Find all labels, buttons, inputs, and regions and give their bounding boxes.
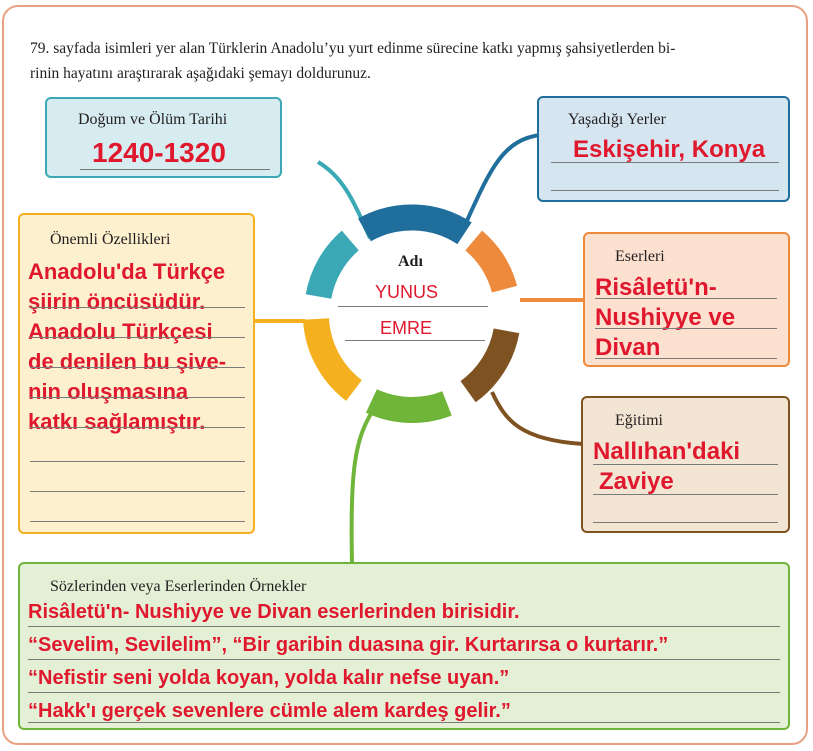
works-rule-1 <box>595 298 777 299</box>
places-rule-2 <box>551 190 779 191</box>
connector-education <box>492 392 583 444</box>
ring-segment-yellow <box>316 319 354 391</box>
birth-death-answer: 1240-1320 <box>92 137 226 168</box>
places-answer: Eskişehir, Konya <box>573 136 766 163</box>
features-answer-line-1: Anadolu'da Türkçe <box>28 259 226 284</box>
education-answer-line-1: Nallıhan'daki <box>593 438 741 465</box>
features-rule-3 <box>30 367 245 368</box>
education-rule-1 <box>593 464 778 465</box>
ring-segment-green <box>371 401 447 410</box>
features-rule-1 <box>30 307 245 308</box>
features-answer-line-2: şiirin öncüsüdür. <box>28 289 206 314</box>
works-answer-line-2: Nushiyye ve <box>595 304 736 331</box>
features-answer-line-4: de denilen bu şive- <box>28 349 227 374</box>
ring-segment-teal <box>319 241 351 297</box>
places-box <box>537 96 790 202</box>
features-title: Önemli Özellikleri <box>50 231 171 248</box>
works-rule-3 <box>595 358 777 359</box>
center-title: Adı <box>398 253 423 270</box>
works-rule-2 <box>595 328 777 329</box>
features-answer-line-3: Anadolu Türkçesi <box>28 319 213 344</box>
places-title: Yaşadığı Yerler <box>568 111 666 128</box>
education-rule-3 <box>593 522 778 523</box>
examples-rule-3 <box>28 692 780 693</box>
instruction-line-2: rinin hayatını araştırarak aşağıdaki şemayı doldurunuz. <box>30 65 371 82</box>
education-title: Eğitimi <box>615 412 663 429</box>
connector-birth-death <box>318 162 370 238</box>
center-answer-line-1: YUNUS <box>375 282 439 302</box>
birth-death-rule <box>80 169 270 170</box>
education-box <box>581 396 790 533</box>
works-title: Eserleri <box>615 248 665 265</box>
birth-death-box <box>45 97 282 178</box>
education-answer-line-2: Zaviye <box>599 468 674 495</box>
center-answer-rule-1 <box>338 306 488 307</box>
features-rule-2 <box>30 337 245 338</box>
features-answer-line-5: nin oluşmasına <box>28 379 189 404</box>
connector-places <box>460 135 540 236</box>
examples-rule-2 <box>28 659 780 660</box>
features-rule-6 <box>30 461 245 462</box>
features-rule-7 <box>30 491 245 492</box>
instruction-line-1: 79. sayfada isimleri yer alan Türklerin Anadolu’yu yurt edinme sürecine katkı yapmış şahsiyetlerden bi- <box>30 40 676 57</box>
examples-answer-line-3: “Nefistir seni yolda koyan, yolda kalır nefse uyan.” <box>28 667 510 689</box>
features-rule-8 <box>30 521 245 522</box>
birth-death-title: Doğum ve Ölüm Tarihi <box>78 111 228 128</box>
works-box <box>583 232 790 367</box>
places-rule-1 <box>551 162 779 163</box>
features-answer-line-6: katkı sağlamıştır. <box>28 409 206 434</box>
connector-examples <box>352 412 372 562</box>
features-rule-4 <box>30 397 245 398</box>
examples-rule-4 <box>28 722 780 723</box>
education-rule-2 <box>593 494 778 495</box>
examples-rule-1 <box>28 626 780 627</box>
ring-segment-blue <box>365 217 465 233</box>
features-rule-5 <box>30 427 245 428</box>
center-answer-line-2: EMRE <box>380 318 433 338</box>
center-answer-rule-2 <box>345 340 485 341</box>
ring-segment-orange <box>474 241 505 290</box>
works-answer-line-1: Risâletü'n- <box>595 274 717 301</box>
works-answer-line-3: Divan <box>595 334 661 361</box>
examples-answer-line-1: Risâletü'n- Nushiyye ve Divan eserlerinden birisidir. <box>28 601 520 623</box>
examples-answer-line-2: “Sevelim, Sevilelim”, “Bir garibin duasına gir. Kurtarırsa o kurtarır.” <box>28 634 669 656</box>
examples-box <box>18 562 790 730</box>
examples-title: Sözlerinden veya Eserlerinden Örnekler <box>50 578 307 595</box>
examples-answer-line-4: “Hakk'ı gerçek sevenlere cümle alem kardeş gelir.” <box>28 700 511 722</box>
features-box <box>18 213 255 534</box>
